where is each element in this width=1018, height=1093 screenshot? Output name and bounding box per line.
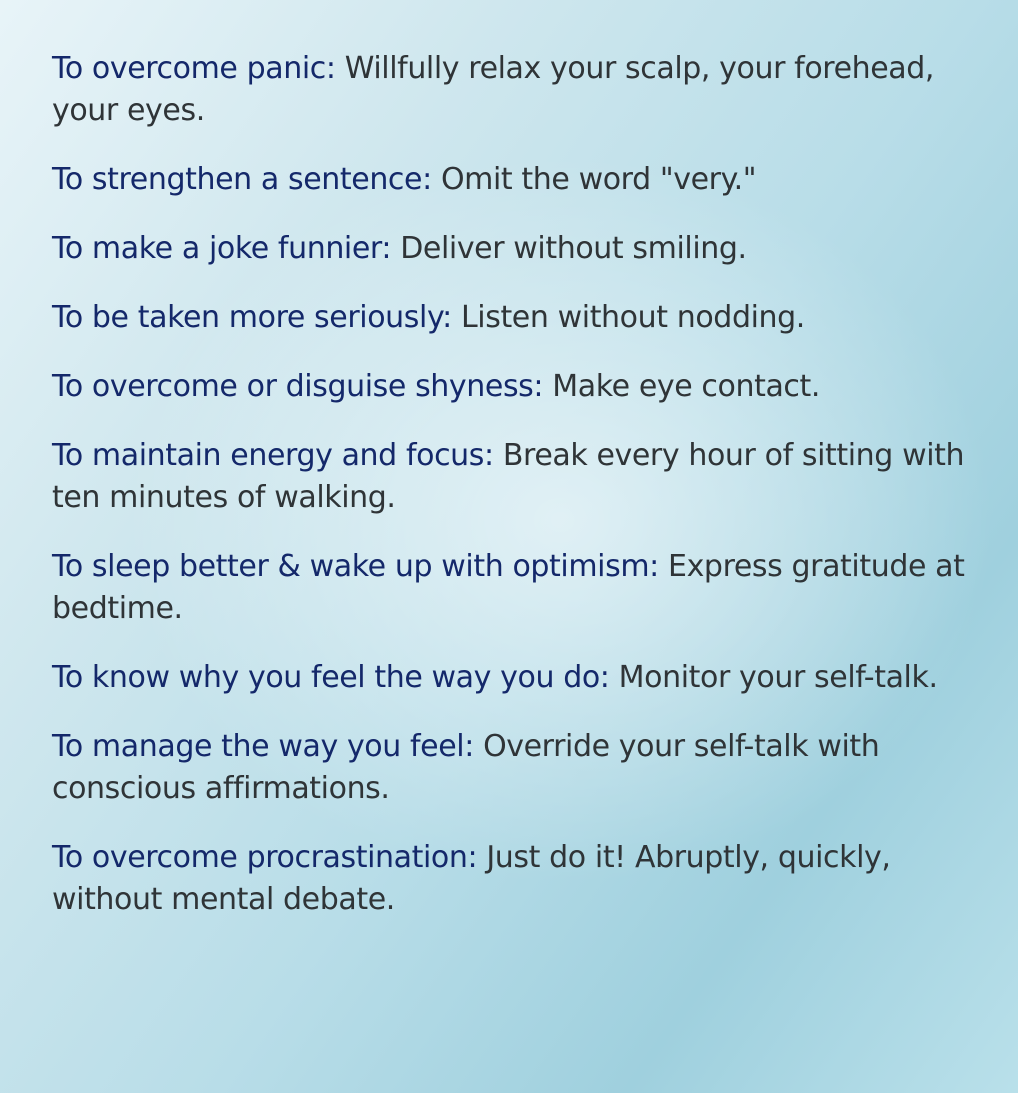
tip-body: Express gratitude at bedtime.: [52, 549, 965, 626]
tip-lead: To strengthen a sentence:: [52, 162, 432, 197]
tip-sleep-better: [52, 546, 982, 630]
tip-lead: To maintain energy and focus:: [52, 438, 494, 473]
tip-body: Omit the word "very.": [440, 162, 757, 197]
tip-body: Make eye contact.: [552, 369, 821, 404]
tip-body: Listen without nodding.: [460, 300, 805, 335]
tip-joke-funnier: [52, 228, 982, 270]
tip-body: Break every hour of sitting with ten minutes of walking.: [52, 438, 965, 515]
tip-lead: To know why you feel the way you do:: [52, 660, 610, 695]
tip-body: Override your self-talk with conscious affirmations.: [52, 729, 880, 806]
tip-lead: To overcome panic:: [52, 51, 336, 86]
tip-lead: To overcome or disguise shyness:: [52, 369, 544, 404]
tip-body: Willfully relax your scalp, your forehead, your eyes.: [52, 51, 935, 128]
tip-body: Deliver without smiling.: [400, 231, 747, 266]
tip-energy-focus: [52, 435, 982, 519]
tip-body: Monitor your self-talk.: [618, 660, 938, 695]
tip-shyness: [52, 366, 982, 408]
tip-taken-seriously: [52, 297, 982, 339]
tip-know-feelings: [52, 657, 982, 699]
tip-lead: To overcome procrastination:: [52, 840, 478, 875]
tip-lead: To sleep better & wake up with optimism:: [52, 549, 659, 584]
tip-lead: To be taken more seriously:: [52, 300, 452, 335]
tip-procrastination: [52, 837, 982, 921]
tip-body: Just do it! Abruptly, quickly, without mental debate.: [52, 840, 891, 917]
tip-manage-feelings: [52, 726, 982, 810]
tip-overcome-panic: [52, 48, 982, 132]
tip-lead: To make a joke funnier:: [52, 231, 392, 266]
tip-strengthen-sentence: [52, 159, 982, 201]
tip-lead: To manage the way you feel:: [52, 729, 474, 764]
tips-list: [52, 48, 982, 948]
